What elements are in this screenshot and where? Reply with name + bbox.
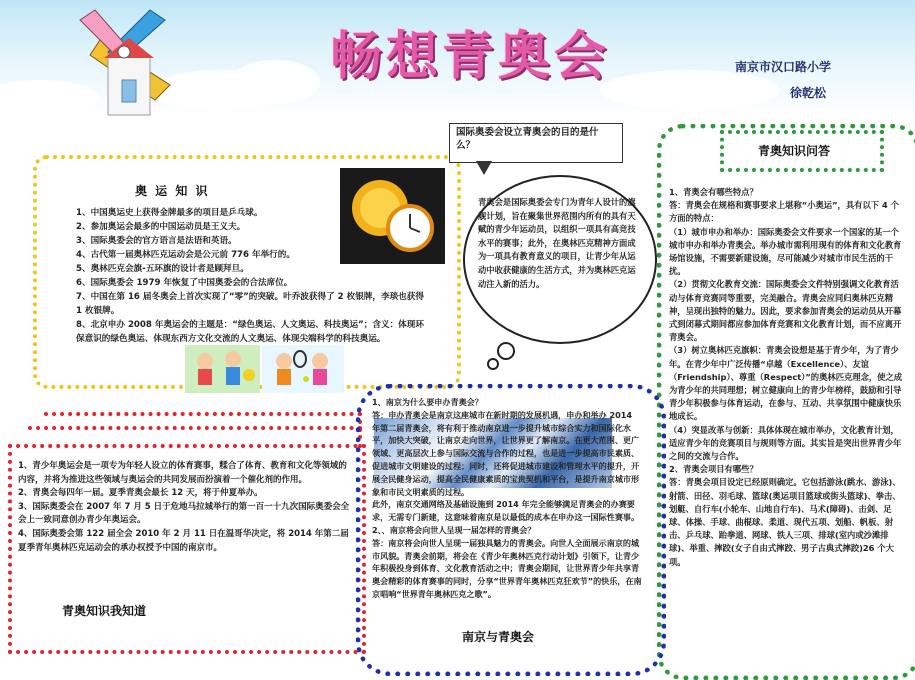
nanjing-heading: 南京与青奥会 — [462, 630, 535, 644]
list-item: 6、国际奥委会 1979 年恢复了中国奥委会的合法席位。 — [76, 278, 293, 288]
paragraph: 3、国际奥委会在 2007 年 7 月 5 日于危地马拉城举行的第一百一十九次国际奥委会全会上一致同意创办青少年奥运会。 — [18, 501, 350, 526]
kids-cartoon-icon — [185, 345, 260, 393]
list-item: 8、北京申办 2008 年奥运会的主题是：“绿色奥运、人文奥运、科技奥运”；含义：体现环保意识的绿色奥运、体现东西方文化交流的人文奥运、体现尖端科学的科技奥运。 — [76, 320, 424, 344]
question-callout: 国际奥委会设立青奥会的目的是什么？ — [449, 123, 623, 163]
cloud-shape — [600, 70, 780, 110]
page-title: 畅想青奥会 — [330, 26, 611, 87]
bubble-tail — [497, 342, 515, 360]
paragraph: 答：青奥会在规格和赛事要求上堪称“小奥运”，具有以下 4 个方面的特点： — [669, 200, 899, 224]
windmill-icon — [60, 0, 210, 116]
paragraph: 答：申办青奥会是南京这座城市在新时期的发展机遇，申办和举办 2014 年第二届青奥会，将有利于推动南京进一步提升城市综合实力和国际化水平，加快大突破，让南京走向世界，让世界更了解南京。在更大范围、更广领域、更高层次上参与国际交流与合作的过程，也是进一步提高市民素质、促进城市文明建设的过程；同时，还将促进城市建设和管理水平的提升，开展全民健身运动，提高全民健康素质的宝贵契机和平台，是提升南京城市形象和市民文明素质的过程。 — [372, 409, 640, 497]
medal-clock-icon — [340, 168, 445, 264]
cloud-shape — [230, 60, 320, 104]
paragraph: 4、国际奥委会第 122 届全会 2010 年 2 月 11 日在温哥华决定，将 2014 年第二届夏季青年奥林匹克运动会的承办权授予中国的南京市。 — [18, 528, 349, 553]
paragraph: 此外，南京交通网络及基础设施到 2014 年完全能够满足青奥会的办赛要求，无需专门新建，这意味着南京是以最低的成本在申办这一国际性赛事。 — [372, 499, 640, 523]
list-item: 5、奥林匹克会旗-五环旗的设计者是顾拜旦。 — [76, 264, 249, 274]
paragraph: 2、、南京将会向世人呈现一届怎样的青奥会？ — [372, 524, 536, 535]
paragraph: 答：青奥会项目设定已经原则确定。它包括游泳(跳水、游泳)、射箭、田径、羽毛球、篮球(奥运项目篮球或街头篮球)、拳击、划艇、自行车(小轮车、山地自行车)、马术(障碍)、击剑、足球、体操、手球、曲棍球、柔道、现代五项、划船、帆板、射击、乒乓球、跆拳道、网球、铁人三项、排球(室内或沙滩排球)、举重、摔跤(女子自由式摔跤、男子古典式摔跤)26 个大项。 — [669, 477, 901, 567]
paragraph: （4）突显改革与创新：具体体现在城市举办，文化教育计划，适应青少年的竞赛项目与规则等方面。其实旨是突出世界青少年之间的交流与合作。 — [669, 424, 902, 462]
paragraph: （2）贯彻文化教育交流：国际奥委会文件特别强调文化教育活动与体育竞赛同等重要，完美融合。青奥会应同归奥林匹克精神，呈现出独特的魅力。因此，要求参加青奥会的运动员从开幕式到闭幕式期间都应参加体育竞赛和文化教育计划，而不应离开青奥会。 — [669, 279, 902, 343]
answer-text: 青奥会是国际奥委会专门为青年人设计的旗舰计划，旨在聚集世界范围内所有的具有天赋的青少年运动员，以组织一项具有高竞技水平的赛事；此外，在奥林匹克精神方面成为一项具有教育意义的项目，让青少年从运动中收获健康的生活方式，并为奥林匹克运动注入新的活力。 — [478, 197, 636, 289]
paragraph: 1、南京为什么要申办青奥会？ — [372, 397, 483, 407]
youth-knowledge-heading: 青奥知识我知道 — [62, 604, 147, 618]
list-item: 4、古代第一届奥林匹克运动会是公元前 776 年举行的。 — [76, 250, 295, 260]
list-item: 7、中国在第 16 届冬奥会上首次实现了“零”的突破。叶乔波获得了 2 枚银牌，李琰也获得 1 枚银牌。 — [76, 292, 424, 316]
header-banner — [0, 0, 915, 116]
list-item: 3、国际奥委会的官方语言是法语和英语。 — [76, 236, 237, 246]
paragraph: （1）城市申办和举办：国际奥委会文件要求一个国家的某一个城市申办和举办青奥会。举办城市需利用现有的体育和文化教育场馆设施，不需要新建设施，尽可能减少对城市市民生活的干扰。 — [669, 226, 902, 277]
paragraph: 2、青奥会项目有哪些？ — [669, 464, 758, 475]
school-name: 南京市汉口路小学 — [735, 60, 832, 74]
qa-heading: 青奥知识问答 — [758, 144, 831, 158]
paragraph: 1、青奥会有哪些特点？ — [669, 187, 758, 197]
list-item: 2、参加奥运会最多的中国运动员是王义夫。 — [76, 222, 246, 232]
author-name: 徐乾松 — [790, 86, 827, 100]
paragraph: 1、青少年奥运会是一项专为年轻人设立的体育赛事，糅合了体育、教育和文化等领域的内容，并将为推进这些领域与奥运会的共同发展而扮演着一个催化剂的作用。 — [18, 461, 347, 485]
youth-knowledge-text — [18, 460, 350, 555]
tennis-kids-icon — [262, 345, 344, 393]
paragraph: 答：南京将会向世人呈现一届独具魅力的青奥会。向世人全面展示南京的城市风貌。青奥会前期，将会在《青少年奥林匹克行动计划》引领下，让青少年积极投身到体育、文化教育活动之中；青奥会期间，让世界青少年共享青奥会精彩的体育赛事的同时，分享“世界青年奥林匹克狂欢节”的快乐，在南京唱响“世界青年奥林匹克之歌”。 — [372, 537, 642, 599]
olympic-knowledge-heading: 奥 运 知 识 — [135, 184, 210, 198]
paragraph: 2、青奥会每四年一届。夏季青奥会最长 12 天，将于仲夏举办。 — [18, 488, 263, 499]
bubble-tail — [487, 358, 499, 370]
list-item: 1、中国奥运史上获得金牌最多的项目是乒乓球。 — [76, 208, 263, 218]
callout-tail — [476, 161, 492, 175]
nanjing-text — [372, 396, 642, 601]
paragraph: （3）树立奥林匹克旗帜：青奥会设想是基于青少年，为了青少年。在青少年中广泛传播“卓越（Excellence）、友谊（Friendship）、尊重（Respect）”的奥林匹克理念，使之成为青少年的共同理想；树立健康向上的青少年榜样，鼓励和引导青少年积极参与体育运动，在参与、互动、共享氛围中健康快乐地成长。 — [669, 345, 903, 422]
qa-text — [669, 186, 905, 569]
